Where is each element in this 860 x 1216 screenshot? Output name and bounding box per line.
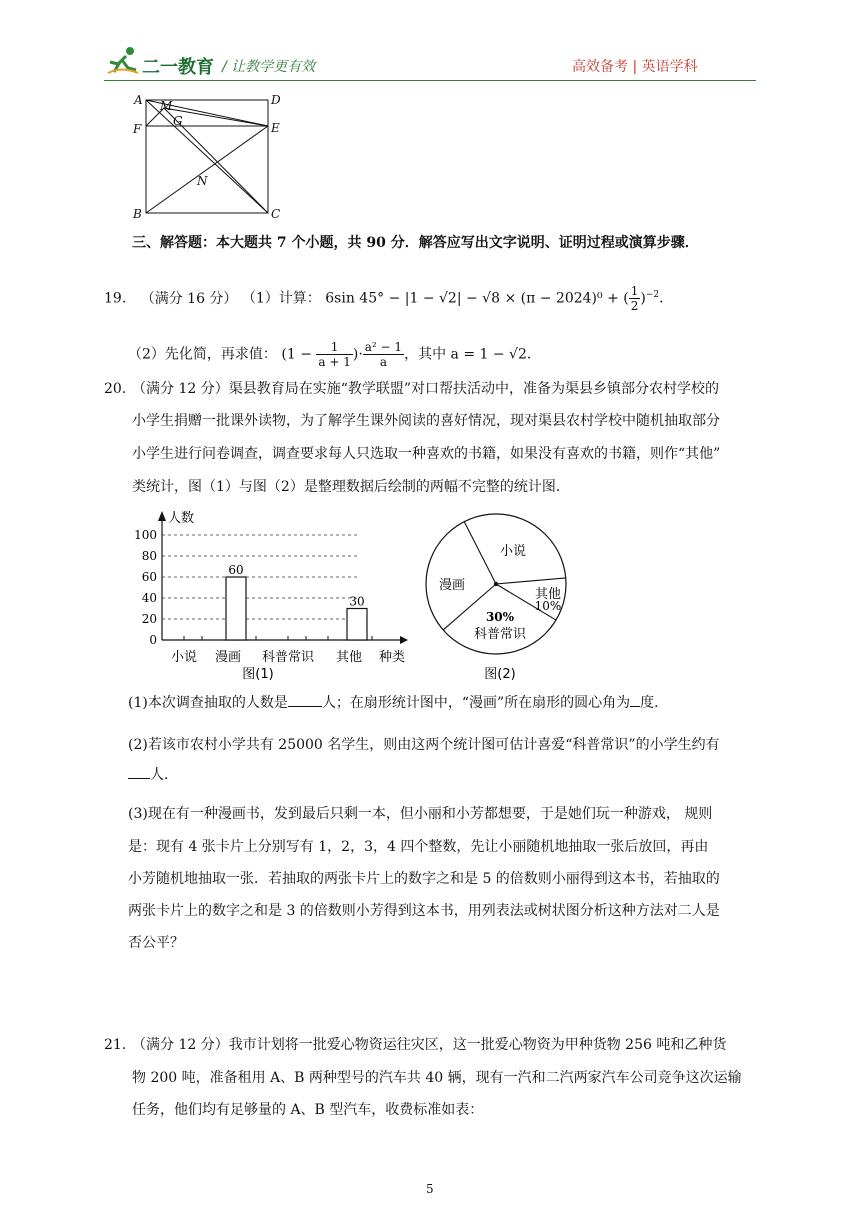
y-tick-label-80: 80 bbox=[141, 549, 157, 563]
x-tick-label-科普常识: 科普常识 bbox=[261, 650, 315, 665]
q19-number: 19. bbox=[104, 290, 127, 307]
pie-percent-其他: 10% bbox=[534, 599, 562, 613]
q20-sub1: (1)本次调查抽取的人数是 人；在扇形统计图中，“漫画”所在扇形的圆心角为 度． bbox=[128, 695, 669, 711]
label-C: C bbox=[271, 207, 281, 221]
q19-part2-fraction2: $\frac{\text{a² − 1}}{a}$ bbox=[364, 340, 403, 369]
q20-sub3-line-5: 否公平？ bbox=[128, 935, 184, 951]
q19-fraction: $\frac{1}{2}$ bbox=[630, 284, 639, 313]
q20-line-2: 小学生捐赠一批课外读物，为了解学生课外阅读的喜好情况，现对渠县农村学校中随机抽取部分 bbox=[132, 413, 720, 429]
q20-sub3-line-4: 两张卡片上的数字之和是 3 的倍数则小芳得到这本书，用列表法或树状图分析这种方法对二人是 bbox=[128, 903, 720, 919]
q20-sub3-line-3: 小芳随机地抽取一张．若抽取的两张卡片上的数字之和是 5 的倍数则小丽得到这本书，若抽取的 bbox=[128, 871, 720, 887]
y-axis-label: 人数 bbox=[168, 511, 195, 526]
section-3-title: 三、解答题：本大题共 7 个小题，共 90 分．解答应写出文字说明、证明过程或演算步骤． bbox=[132, 235, 699, 251]
q20-sub3-line-2: 是：现有 4 张卡片上分别写有 1，2，3，4 四个整数，先让小丽随机地抽取一张后放回，再由 bbox=[128, 839, 709, 855]
label-A: A bbox=[134, 93, 143, 107]
q19-score: （满分 16 分） bbox=[140, 290, 238, 307]
x-tick-label-漫画: 漫画 bbox=[214, 650, 242, 665]
q21-line-3: 任务，他们均有足够量的 A、B 型汽车，收费标准如表： bbox=[132, 1102, 484, 1118]
pie-chart bbox=[420, 505, 580, 685]
pie-label-小说: 小说 bbox=[499, 544, 527, 559]
header-subject: 高效备考 | 英语学科 bbox=[572, 59, 698, 75]
bar-chart bbox=[128, 505, 418, 685]
label-N: N bbox=[197, 174, 208, 188]
logo-text: 二一教育 bbox=[142, 57, 214, 78]
label-F: F bbox=[133, 122, 142, 136]
label-G: G bbox=[173, 114, 183, 128]
q20-line-4: 类统计，图（1）与图（2）是整理数据后绘制的两幅不完整的统计图． bbox=[132, 479, 570, 495]
q20-line-3: 小学生进行问卷调查，调查要求每人只选取一种喜欢的书籍，如果没有喜欢的书籍，则作“其他” bbox=[132, 446, 721, 462]
q20-number: 20. bbox=[104, 381, 127, 397]
q20-sub2-b: 人． bbox=[128, 766, 178, 784]
label-B: B bbox=[133, 207, 142, 221]
runner-logo-icon bbox=[106, 46, 140, 76]
q21-line-1: （满分 12 分）我市计划将一批爱心物资运往灾区，这一批爱心物资为甲种货物 256 吨和乙种货 bbox=[132, 1037, 727, 1053]
data-label-其他: 30 bbox=[349, 594, 365, 609]
bar-其他 bbox=[347, 609, 367, 641]
x-axis-arrow bbox=[400, 636, 408, 644]
q20-sub3-line-1: (3)现在有一种漫画书，发到最后只剩一本，但小丽和小芳都想要，于是她们玩一种游戏， 规则 bbox=[128, 806, 713, 822]
y-tick-label-20: 20 bbox=[141, 612, 157, 626]
pie-center-dot bbox=[494, 582, 498, 586]
label-M: M bbox=[160, 99, 173, 113]
q19-part1: 19. （满分 16 分） （1）计算： 6sin 45° − |1 − √2| − √8 × (π − 2024)⁰ + ( $\frac{1}{2}$ )$^{-2}$． bbox=[104, 284, 674, 313]
label-E: E bbox=[271, 121, 280, 135]
pie-label-漫画: 漫画 bbox=[438, 578, 466, 593]
q19-part2-fraction1: $\frac{1}{a + 1}$ bbox=[318, 340, 351, 369]
q19-part2-prefix: （2）先化简，再求值： bbox=[128, 346, 277, 363]
y-tick-label-40: 40 bbox=[141, 591, 157, 605]
x-tick-label-小说: 小说 bbox=[170, 650, 198, 665]
label-D: D bbox=[271, 93, 281, 107]
pie-label-科普常识: 科普常识 bbox=[473, 627, 527, 642]
page-number: 5 bbox=[426, 1182, 434, 1196]
bar-chart-title: 图(1) bbox=[242, 667, 274, 682]
bar-漫画 bbox=[226, 577, 246, 640]
slogan: / 让教学更有效 bbox=[222, 59, 316, 75]
header bbox=[0, 0, 860, 90]
square-geometry-figure bbox=[128, 90, 288, 225]
x-tick-label-其他: 其他 bbox=[335, 650, 363, 665]
q21-number: 21. bbox=[104, 1037, 127, 1053]
pie-percent-科普常识: 30% bbox=[485, 610, 515, 624]
y-axis-arrow bbox=[158, 511, 166, 521]
q19-part1-prefix: （1）计算： bbox=[241, 290, 321, 307]
x-axis-label: 种类 bbox=[378, 650, 406, 665]
data-label-漫画: 60 bbox=[228, 563, 244, 577]
pie-label-其他: 其他 bbox=[534, 587, 562, 602]
q19-part2: （2）先化简，再求值： (1 − $\frac{1}{a + 1}$ )· $\frac{\text{a² − 1}}{a}$ ，其中 a = 1 − √2． bbox=[128, 340, 541, 369]
q21-line-2: 物 200 吨，准备租用 A、B 两种型号的汽车共 40 辆，现有一汽和二汽两家汽车公司竞争这次运输 bbox=[132, 1070, 742, 1086]
q20-line-1: （满分 12 分）渠县教育局在实施“教学联盟”对口帮扶活动中，准备为渠县乡镇部分农村学校的 bbox=[132, 381, 720, 397]
q20-sub2: (2)若该市农村小学共有 25000 名学生，则由这两个统计图可估计喜爱“科普常识”的小学生约有 bbox=[128, 737, 720, 753]
pie-chart-title: 图(2) bbox=[484, 667, 516, 682]
y-tick-label-60: 60 bbox=[141, 570, 157, 584]
header-divider bbox=[104, 80, 756, 81]
y-tick-label-0: 0 bbox=[149, 633, 157, 647]
y-tick-label-100: 100 bbox=[134, 528, 157, 542]
q19-part1-expr: 6sin 45° − |1 − √2| − √8 × (π − 2024)⁰ + bbox=[325, 290, 624, 307]
